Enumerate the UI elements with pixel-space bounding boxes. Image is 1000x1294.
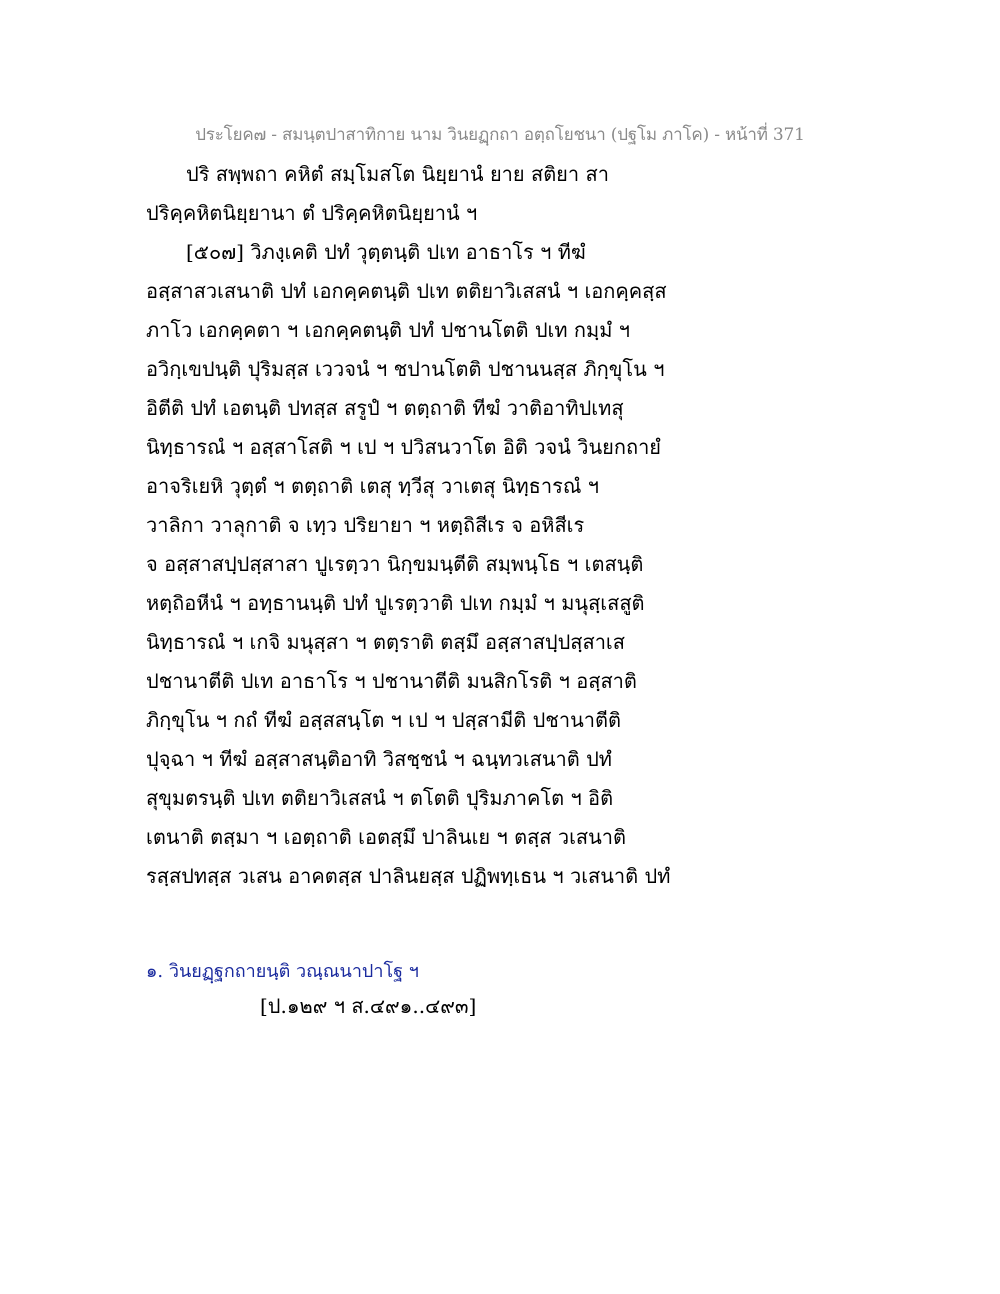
text-line: ปุจฺฉา ฯ ทีฆํ อสฺสาสนฺติอาทิ วิสชฺชนํ ฯ ฉนฺทวเสนาติ ปทํ — [146, 747, 612, 771]
page-header: ประโยค๗ - สมนฺตปาสาทิกาย นาม วินยฏฺกถา อตฺถโยชนา (ปฐโม ภาโค) - หน้าที่ 371 — [195, 125, 805, 145]
text-line: [๕๐๗] วิภงฺเคติ ปทํ วุตฺตนฺติ ปเท อาธาโร ฯ ทีฆํ — [186, 240, 586, 264]
text-line: ปริ สพฺพถา คหิตํ สมฺโมสโต นิยฺยานํ ยาย สติยา สา — [186, 162, 609, 186]
text-line: อวิกฺเขปนฺติ ปุริมสฺส เววจนํ ฯ ชปานโตติ ปชานนสฺส ภิกฺขุโน ฯ — [146, 357, 665, 381]
text-line: ปชานาตีติ ปเท อาธาโร ฯ ปชานาตีติ มนสิกโรติ ฯ อสฺสาติ — [146, 669, 637, 693]
text-line: อาจริเยหิ วุตฺตํ ฯ ตตฺถาติ เตสุ ทฺวีสุ วาเตสุ นิทฺธารณํ ฯ — [146, 474, 600, 498]
text-line: ภิกฺขุโน ฯ กถํ ทีฆํ อสฺสสนฺโต ฯ เป ฯ ปสฺสามีติ ปชานาตีติ — [146, 708, 621, 732]
text-line: รสฺสปทสฺส วเสน อาคตสฺส ปาลินยสฺส ปฏิพทฺเธน ฯ วเสนาติ ปทํ — [146, 864, 671, 888]
footnote: ๑. วินยฏฺฐกถายนฺติ วณฺณนาปาโฐ ฯ — [146, 961, 419, 982]
text-line: สุขุมตรนฺติ ปเท ตติยาวิเสสนํ ฯ ตโตติ ปุริมภาคโต ฯ อิติ — [146, 786, 614, 810]
text-line: อสฺสาสวเสนาติ ปทํ เอกคฺคตนฺติ ปเท ตติยาวิเสสนํ ฯ เอกคฺคสฺส — [146, 279, 667, 303]
page-reference: [ป.๑๒๙ ฯ ส.๔๙๑..๔๙๓] — [260, 994, 477, 1018]
text-line: ภาโว เอกคฺคตา ฯ เอกคฺคตนฺติ ปทํ ปชานโตติ ปเท กมฺมํ ฯ — [146, 318, 630, 342]
text-line: จ อสฺสาสปฺปสฺสาสา ปูเรตฺวา นิกฺขมนฺตีติ สมฺพนฺโธ ฯ เตสนฺติ — [146, 552, 644, 576]
text-line: เตนาติ ตสฺมา ฯ เอตฺถาติ เอตสฺมึ ปาลินเย ฯ ตสฺส วเสนาติ — [146, 825, 627, 849]
text-line: นิทฺธารณํ ฯ อสฺสาโสติ ฯ เป ฯ ปวิสนวาโต อิติ วจนํ วินยกถายํ — [146, 435, 662, 459]
text-line: วาลิกา วาลุกาติ จ เทฺว ปริยายา ฯ หตฺถิสีเร จ อหิสีเร — [146, 513, 585, 537]
text-line: ปริคฺคหิตนิยฺยานา ตํ ปริคฺคหิตนิยฺยานํ ฯ — [146, 201, 478, 225]
text-line: หตฺถิอหีนํ ฯ อทฺธานนฺติ ปทํ ปูเรตฺวาติ ปเท กมฺมํ ฯ มนุสฺเสสูติ — [146, 591, 645, 615]
text-line: นิทฺธารณํ ฯ เกจิ มนุสฺสา ฯ ตตฺราติ ตสฺมึ อสฺสาสปฺปสฺสาเส — [146, 630, 625, 654]
text-line: อิตีติ ปทํ เอตนฺติ ปทสฺส สรูปํ ฯ ตตฺถาติ ทีฆํ วาติอาทิปเทสุ — [146, 396, 624, 420]
